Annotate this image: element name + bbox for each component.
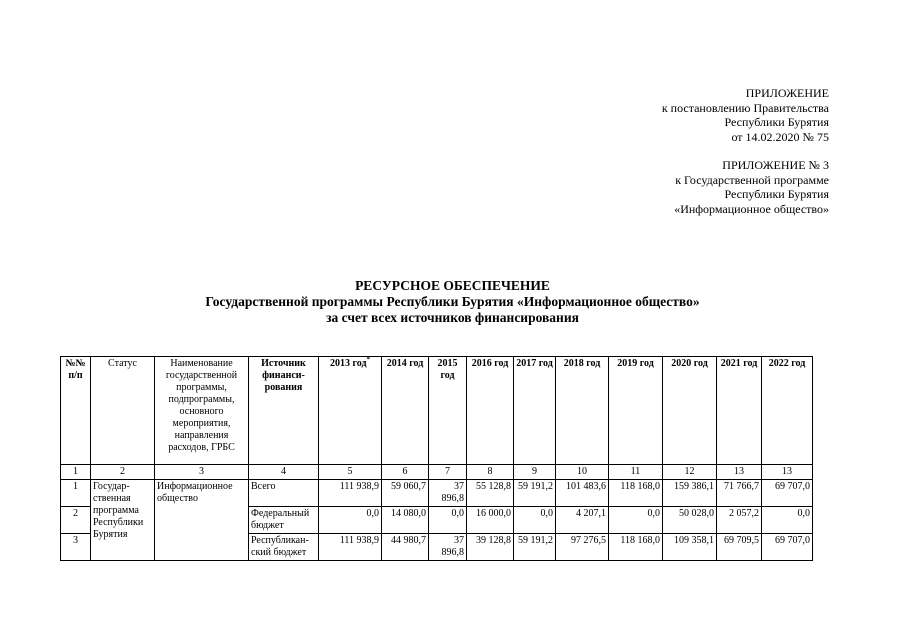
appendix-line: Республики Бурятия xyxy=(724,115,829,129)
column-number: 1 xyxy=(61,465,91,480)
value-cell: 69 709,5 xyxy=(717,534,762,561)
value-cell: 0,0 xyxy=(609,507,663,534)
heading-title: РЕСУРСНОЕ ОБЕСПЕЧЕНИЕ xyxy=(355,278,550,293)
header-year: 2016 год xyxy=(467,357,514,465)
footnote-mark: * xyxy=(366,355,371,364)
appendix-line: «Информационное общество» xyxy=(674,201,829,216)
source-cell: Всего xyxy=(249,480,319,507)
header-status: Статус xyxy=(91,357,155,465)
column-number: 13 xyxy=(762,465,813,480)
column-number-row xyxy=(61,465,813,480)
appendix-title: ПРИЛОЖЕНИЕ xyxy=(745,86,829,100)
appendix-title: ПРИЛОЖЕНИЕ № 3 xyxy=(722,158,829,172)
value-cell: 111 938,9 xyxy=(319,534,382,561)
value-cell: 159 386,1 xyxy=(663,480,717,507)
column-number: 2 xyxy=(91,465,155,480)
table-row xyxy=(61,480,813,507)
value-cell: 69 707,0 xyxy=(762,534,813,561)
value-cell: 50 028,0 xyxy=(663,507,717,534)
row-number: 3 xyxy=(61,534,91,561)
row-number: 1 xyxy=(61,480,91,507)
value-cell: 16 000,0 xyxy=(467,507,514,534)
value-cell: 55 128,8 xyxy=(467,480,514,507)
value-cell: 4 207,1 xyxy=(556,507,609,534)
value-cell: 59 060,7 xyxy=(382,480,429,507)
appendix-line: Республики Бурятия xyxy=(724,187,829,201)
column-number: 5 xyxy=(319,465,382,480)
column-number: 12 xyxy=(663,465,717,480)
column-number: 11 xyxy=(609,465,663,480)
program-name-cell: Информационное общество xyxy=(155,480,249,561)
header-year: 2015 год xyxy=(429,357,467,465)
value-cell: 101 483,6 xyxy=(556,480,609,507)
header-year: 2018 год xyxy=(556,357,609,465)
value-cell: 59 191,2 xyxy=(514,480,556,507)
column-number: 10 xyxy=(556,465,609,480)
header-year: 2021 год xyxy=(717,357,762,465)
value-cell: 0,0 xyxy=(514,507,556,534)
header-year: 2019 год xyxy=(609,357,663,465)
column-number: 13 xyxy=(717,465,762,480)
header-year-2013 xyxy=(319,357,382,465)
header-year: 2020 год xyxy=(663,357,717,465)
header-year: 2022 год xyxy=(762,357,813,465)
column-number: 7 xyxy=(429,465,467,480)
resource-table xyxy=(60,356,813,561)
column-number: 9 xyxy=(514,465,556,480)
column-number: 6 xyxy=(382,465,429,480)
value-cell: 59 191,2 xyxy=(514,534,556,561)
header-row xyxy=(61,357,813,465)
header-year-2013-label: 2013 год xyxy=(329,358,367,369)
appendix-line: от 14.02.2020 № 75 xyxy=(731,129,829,144)
value-cell: 39 128,8 xyxy=(467,534,514,561)
header-name: Наименование государственной программы, подпрограммы, основного мероприятия, направления расходов, ГРБС xyxy=(155,357,249,465)
row-number: 2 xyxy=(61,507,91,534)
value-cell: 109 358,1 xyxy=(663,534,717,561)
value-cell: 37 896,8 xyxy=(429,480,467,507)
value-cell: 118 168,0 xyxy=(609,480,663,507)
value-cell: 111 938,9 xyxy=(319,480,382,507)
appendix-block-2 xyxy=(674,158,829,216)
heading-subtitle-2: за счет всех источников финансирования xyxy=(326,310,579,325)
appendix-line: к постановлению Правительства xyxy=(661,100,829,115)
column-number: 8 xyxy=(467,465,514,480)
value-cell: 118 168,0 xyxy=(609,534,663,561)
value-cell: 71 766,7 xyxy=(717,480,762,507)
value-cell: 0,0 xyxy=(762,507,813,534)
appendix-line: к Государственной программе xyxy=(675,172,829,187)
source-cell: Федеральный бюджет xyxy=(249,507,319,534)
header-source: Источник финанси-рования xyxy=(249,357,319,465)
column-number: 4 xyxy=(249,465,319,480)
status-cell: Государ-ственная программа Республики Бурятия xyxy=(91,480,155,561)
column-number: 3 xyxy=(155,465,249,480)
value-cell: 2 057,2 xyxy=(717,507,762,534)
value-cell: 97 276,5 xyxy=(556,534,609,561)
value-cell: 44 980,7 xyxy=(382,534,429,561)
value-cell: 0,0 xyxy=(429,507,467,534)
header-year: 2014 год xyxy=(382,357,429,465)
header-year: 2017 год xyxy=(514,357,556,465)
value-cell: 14 080,0 xyxy=(382,507,429,534)
value-cell: 0,0 xyxy=(319,507,382,534)
document-heading xyxy=(0,278,905,326)
heading-subtitle: Государственной программы Республики Бурятия «Информационное общество» xyxy=(205,294,700,309)
value-cell: 69 707,0 xyxy=(762,480,813,507)
appendix-block-1 xyxy=(662,86,829,144)
source-cell: Республикан-ский бюджет xyxy=(249,534,319,561)
header-num: №№ п/п xyxy=(61,357,91,465)
value-cell: 37 896,8 xyxy=(429,534,467,561)
